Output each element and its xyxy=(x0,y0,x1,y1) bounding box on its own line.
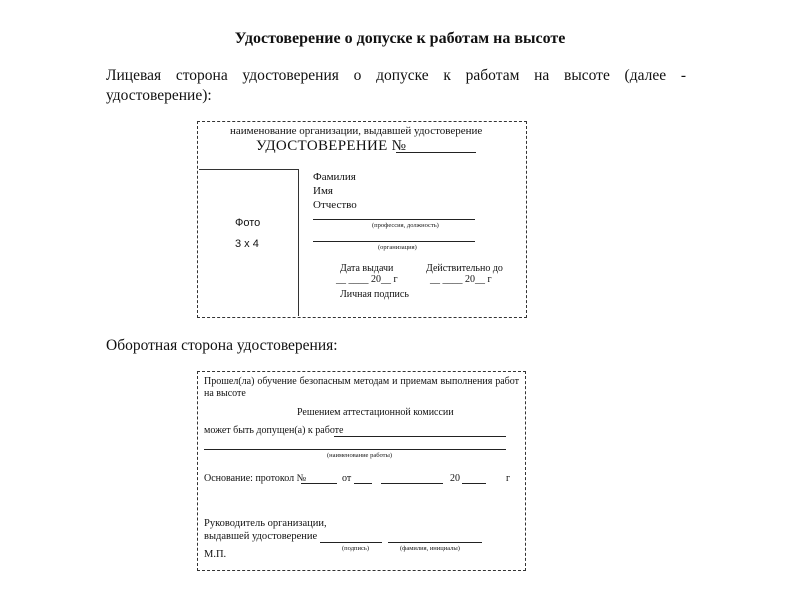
work-line-1 xyxy=(334,436,506,437)
org-caption: наименование организации, выдавшей удостоверение xyxy=(230,125,483,137)
trained-text: Прошел(ла) обучение безопасным методам и приемам выполнения работ на высоте xyxy=(204,376,519,399)
photo-size: 3 х 4 xyxy=(235,238,259,250)
valid-until-template: __ ____ 20__ г xyxy=(430,274,492,285)
commission-text: Решением аттестационной комиссии xyxy=(297,407,454,418)
certificate-heading-text: УДОСТОВЕРЕНИЕ № xyxy=(256,138,407,154)
basis-g: г xyxy=(506,473,511,484)
name-caption: (фамилия, инициалы) xyxy=(400,545,460,552)
certificate-number-line xyxy=(396,152,476,153)
back-intro: Оборотная сторона удостоверения: xyxy=(106,337,338,354)
head-line-2: выдавшей удостоверение xyxy=(204,531,318,542)
profession-caption: (профессия, должность) xyxy=(372,222,439,229)
profession-line xyxy=(313,219,475,220)
basis-ot: от xyxy=(342,473,352,484)
issue-date-template: __ ____ 20__ г xyxy=(336,274,398,285)
signature-caption: (подпись) xyxy=(342,545,369,552)
basis-month-line xyxy=(381,483,443,484)
name-label: Имя xyxy=(313,185,333,197)
protocol-number-line xyxy=(301,483,337,484)
organization-line xyxy=(313,241,475,242)
work-caption: (наименование работы) xyxy=(327,452,393,459)
patronymic-label: Отчество xyxy=(313,199,357,211)
certificate-heading xyxy=(256,138,406,155)
front-intro-paragraph: Лицевая сторона удостоверения о допуске к работам на высоте (далее - удостоверение): xyxy=(106,67,686,104)
signature-line xyxy=(320,542,382,543)
issue-date-label: Дата выдачи xyxy=(340,263,394,274)
head-line-1: Руководитель организации, xyxy=(204,518,327,529)
basis-year: 20 xyxy=(450,473,460,484)
organization-caption: (организация) xyxy=(378,244,417,251)
stamp-label: М.П. xyxy=(204,549,227,560)
basis-label: Основание: протокол № xyxy=(204,473,307,484)
signature-label: Личная подпись xyxy=(340,289,409,300)
valid-until-label: Действительно до xyxy=(426,263,503,274)
document-title: Удостоверение о допуске к работам на высоте xyxy=(234,30,566,47)
may-be-admitted-text: может быть допущен(а) к работе xyxy=(204,425,344,436)
surname-label: Фамилия xyxy=(313,171,356,183)
basis-day-line xyxy=(354,483,372,484)
photo-label: Фото xyxy=(235,217,261,229)
work-line-2 xyxy=(204,449,506,450)
basis-year-line xyxy=(462,483,486,484)
name-line xyxy=(388,542,482,543)
